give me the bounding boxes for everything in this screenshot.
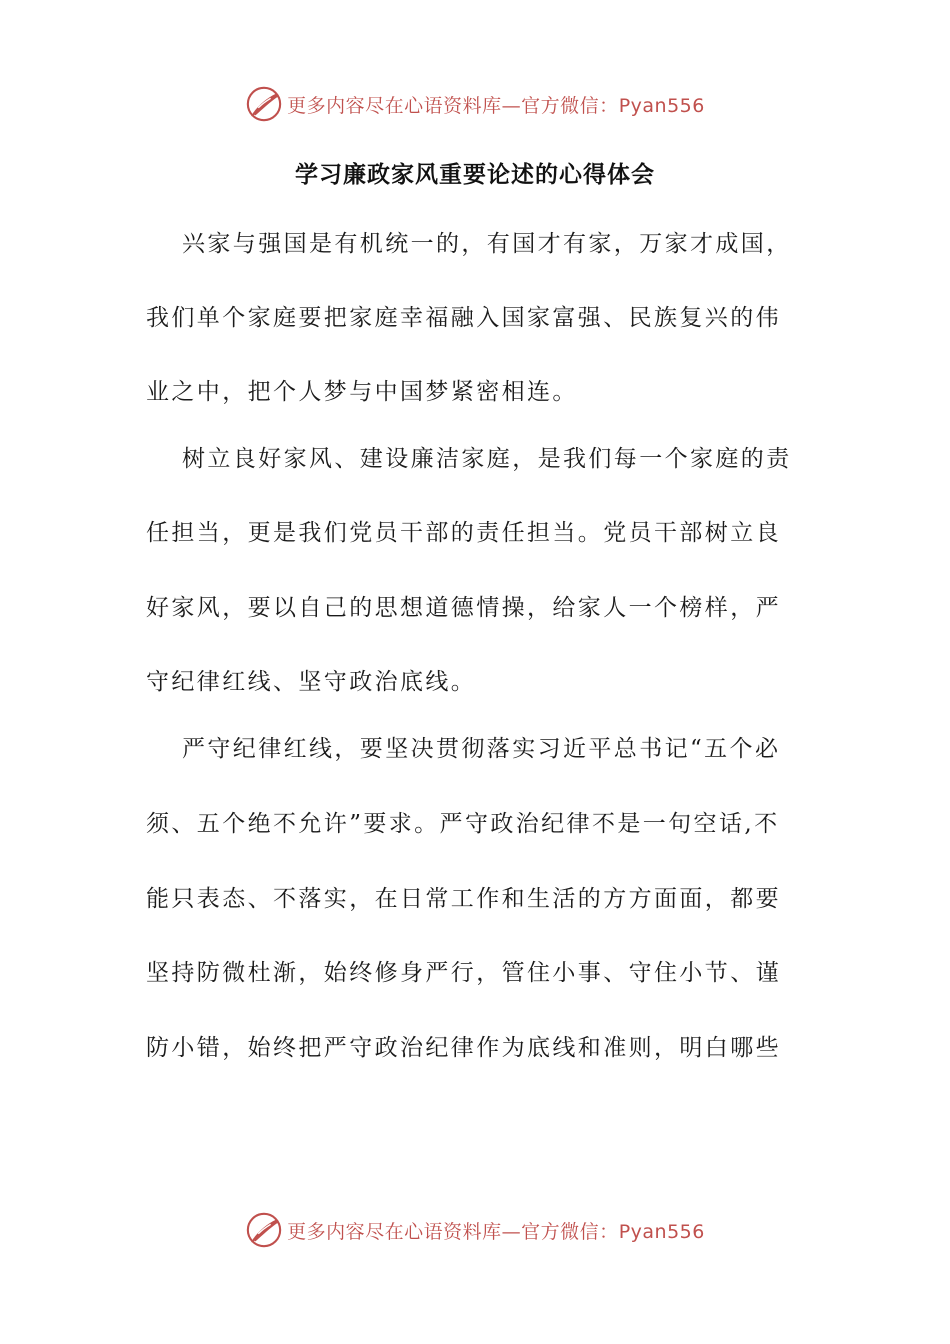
body-line-8: 严守纪律红线，要坚决贯彻落实习近平总书记“五个必 (182, 736, 781, 762)
body-line-1: 兴家与强国是有机统一的，有国才有家，万家才成国， (182, 231, 792, 257)
banner-wechat-label: 官方微信： (521, 94, 619, 117)
body-line-7: 守纪律红线、坚守政治底线。 (146, 669, 477, 695)
banner-separator: — (501, 94, 522, 117)
banner-text (287, 1217, 705, 1244)
banner-wechat-label: 官方微信： (521, 1220, 619, 1243)
body-line-3: 业之中，把个人梦与中国梦紧密相连。 (146, 379, 578, 405)
body-line-12: 防小错，始终把严守政治纪律作为底线和准则，明白哪些 (146, 1035, 781, 1061)
body-line-9: 须、五个绝不允许”要求。严守政治纪律不是一句空话,不 (146, 811, 780, 837)
footer-banner (0, 1208, 950, 1252)
document-title: 学习廉政家风重要论述的心得体会 (295, 162, 655, 188)
banner-main-text: 更多内容尽在心语资料库 (287, 1220, 502, 1243)
header-banner (0, 82, 950, 126)
banner-wechat-id: Pyan556 (618, 1220, 705, 1243)
banner-text (287, 91, 705, 118)
body-line-2: 我们单个家庭要把家庭幸福融入国家富强、民族复兴的伟 (146, 305, 781, 331)
banner-main-text: 更多内容尽在心语资料库 (287, 94, 502, 117)
body-line-4: 树立良好家风、建设廉洁家庭，是我们每一个家庭的责 (182, 446, 792, 472)
pen-logo-icon (245, 85, 283, 123)
body-line-10: 能只表态、不落实，在日常工作和生活的方方面面，都要 (146, 886, 781, 912)
banner-wechat-id: Pyan556 (618, 94, 705, 117)
body-line-5: 任担当，更是我们党员干部的责任担当。党员干部树立良 (146, 520, 781, 546)
banner-separator: — (501, 1220, 522, 1243)
body-line-6: 好家风，要以自己的思想道德情操，给家人一个榜样，严 (146, 595, 781, 621)
body-line-11: 坚持防微杜渐，始终修身严行，管住小事、守住小节、谨 (146, 960, 781, 986)
pen-logo-icon (245, 1211, 283, 1249)
